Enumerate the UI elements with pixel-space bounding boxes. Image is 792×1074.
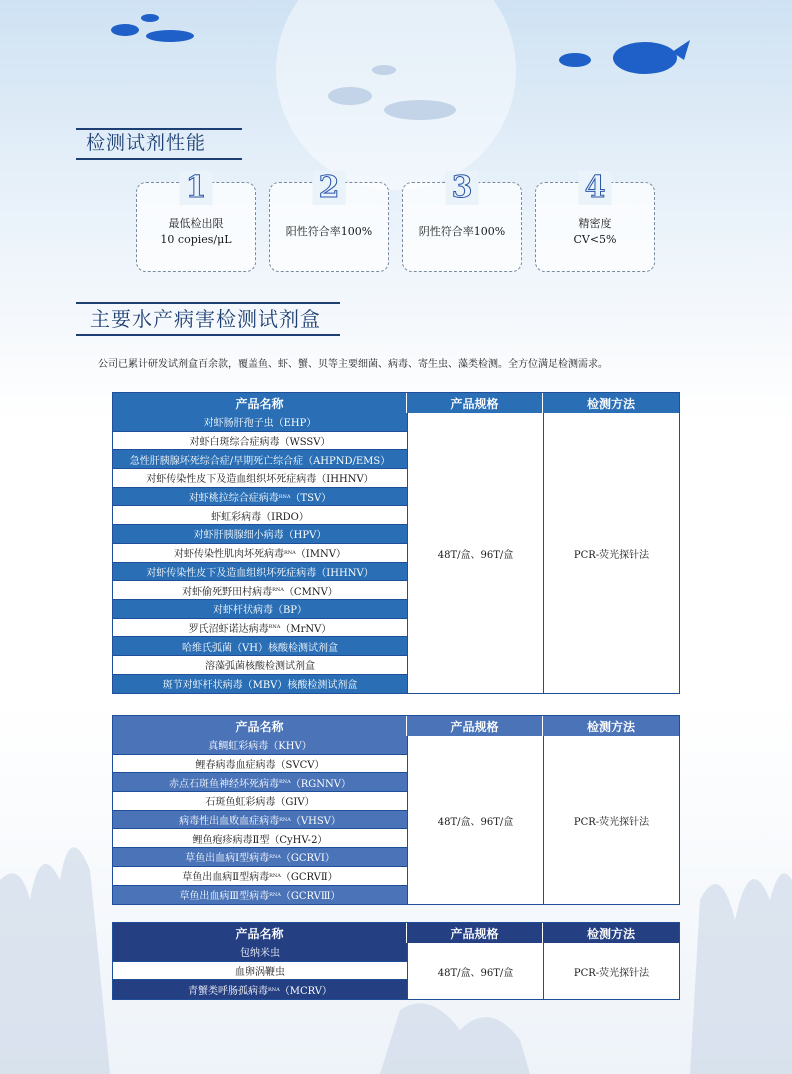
row-name: 哈维氏弧菌（VH）核酸检测试剂盒 (182, 642, 338, 654)
row-superscript: RNA (269, 872, 281, 879)
performance-card-3 (402, 170, 522, 272)
card-number: 1 (180, 171, 213, 205)
section-title-kits: 主要水产病害检测试剂盒 (76, 302, 340, 334)
table-row (113, 544, 407, 563)
row-abbr: （GCRVⅢ） (280, 891, 341, 903)
table-header (113, 716, 679, 736)
card-line2: 10 copies/μL (160, 233, 232, 246)
row-superscript: RNA (269, 853, 281, 860)
row-name: 鲤春病毒血症病毒（SVCV） (195, 760, 325, 772)
row-superscript: RNA (269, 891, 281, 898)
header-method: 检测方法 (586, 719, 635, 734)
row-superscript: RNA (279, 816, 291, 823)
row-superscript: RNA (267, 986, 280, 993)
row-abbr: （TSV） (290, 493, 332, 505)
row-name: 石斑鱼虹彩病毒（GIV） (205, 797, 315, 809)
intro-text: 公司已累计研发试剂盒百余款，覆盖鱼、虾、蟹、贝等主要细菌、病毒、寄生虫、藻类检测。全方位满足检测需求。 (98, 359, 608, 370)
table-header (113, 393, 679, 413)
row-name: 赤点石斑鱼神经坏死病毒 (168, 778, 279, 790)
row-superscript: RNA (278, 493, 291, 500)
table-row (113, 675, 407, 694)
table-row (113, 450, 407, 469)
row-name: 包纳米虫 (240, 948, 280, 960)
table-row (113, 736, 407, 755)
table-row (113, 619, 407, 638)
header-spec: 产品规格 (407, 923, 543, 943)
performance-card-1 (136, 170, 256, 272)
name-column (113, 943, 407, 999)
row-name: 对虾肠肝孢子虫（EHP） (203, 418, 317, 430)
row-name: 溶藻弧菌核酸检测试剂盒 (205, 661, 315, 673)
row-abbr: （VHSV） (290, 816, 341, 828)
spec-cell: 48T/盒、96T/盒 (407, 943, 543, 999)
card-line1: 阳性符合率100% (285, 225, 373, 238)
row-name: 真鲷虹彩病毒（KHV） (208, 741, 312, 753)
method-cell: PCR-荧光探针法 (543, 736, 679, 904)
table-row (113, 980, 407, 999)
card-number: 4 (579, 171, 612, 205)
header-spec: 产品规格 (407, 393, 543, 413)
row-name: 斑节对虾杆状病毒（MBV）核酸检测试剂盒 (162, 680, 358, 692)
card-number: 2 (313, 171, 346, 205)
row-abbr: （MrNV） (280, 623, 332, 635)
row-abbr: （CMNV） (283, 586, 338, 598)
table-row (113, 943, 407, 962)
table-row (113, 432, 407, 451)
card-line2: CV<5% (573, 233, 617, 246)
row-abbr: （MCRV） (279, 986, 333, 998)
row-name: 对虾杆状病毒（BP） (212, 605, 308, 617)
spec-cell: 48T/盒、96T/盒 (407, 413, 543, 693)
row-name: 病毒性出血败血症病毒 (179, 816, 280, 828)
table-row (113, 886, 407, 905)
table-row (113, 829, 407, 848)
card-line1: 最低检出限 (168, 217, 224, 230)
table-row (113, 600, 407, 619)
row-name: 草鱼出血病Ⅲ型病毒 (179, 891, 270, 903)
row-name: 对虾传染性皮下及造血组织坏死症病毒（IHHNV） (146, 474, 374, 486)
row-name: 对虾桃拉综合症病毒 (188, 493, 279, 505)
performance-card-2 (269, 170, 389, 272)
row-name: 罗氏沼虾诺达病毒 (188, 623, 269, 635)
table-row (113, 962, 407, 981)
table-row (113, 792, 407, 811)
sun-glow (276, 0, 516, 190)
row-superscript: RNA (272, 587, 284, 594)
method-cell: PCR-荧光探针法 (543, 413, 679, 693)
header-name: 产品名称 (113, 716, 407, 736)
table-row (113, 656, 407, 675)
method-cell: PCR-荧光探针法 (543, 943, 679, 999)
row-name: 草鱼出血病Ⅰ型病毒 (185, 853, 270, 865)
table-row (113, 811, 407, 830)
table-row (113, 755, 407, 774)
table-row (113, 581, 407, 600)
kit-table-crab-shellfish (112, 922, 680, 1000)
row-superscript: RNA (268, 624, 281, 631)
header-name: 产品名称 (113, 923, 407, 943)
table-row (113, 413, 407, 432)
card-line1: 精密度 (578, 217, 612, 230)
table-header (113, 923, 679, 943)
name-column (113, 736, 407, 904)
table-row (113, 637, 407, 656)
header-name: 产品名称 (113, 393, 407, 413)
card-number: 3 (446, 171, 479, 205)
table-row (113, 506, 407, 525)
name-column (113, 413, 407, 693)
performance-card-4 (535, 170, 655, 272)
header-method: 检测方法 (586, 926, 635, 941)
row-name: 鲤鱼疱疹病毒Ⅱ型（CyHV-2） (192, 834, 328, 846)
card-line1: 阴性符合率100% (418, 225, 506, 238)
table-row (113, 563, 407, 582)
row-superscript: RNA (278, 779, 291, 786)
table-row (113, 848, 407, 867)
row-name: 对虾偷死野田村病毒 (182, 586, 273, 598)
row-abbr: （IMNV） (295, 549, 346, 561)
row-abbr: （GCRVⅡ） (280, 872, 338, 884)
table-row (113, 773, 407, 792)
row-name: 虾虹彩病毒（IRDO） (211, 511, 309, 523)
row-name: 对虾传染性肌肉坏死病毒 (174, 549, 285, 561)
kit-table-shrimp (112, 392, 680, 694)
section-title-performance: 检测试剂性能 (76, 128, 242, 158)
spec-cell: 48T/盒、96T/盒 (407, 736, 543, 904)
row-name: 急性肝胰腺坏死综合症/早期死亡综合症（AHPND/EMS） (129, 455, 391, 467)
row-name: 对虾肝胰腺细小病毒（HPV） (193, 530, 327, 542)
table-row (113, 867, 407, 886)
row-name: 对虾白斑综合症病毒（WSSV） (189, 437, 331, 449)
row-abbr: （GCRVⅠ） (280, 853, 335, 865)
kit-table-fish (112, 715, 680, 905)
table-row (113, 525, 407, 544)
row-abbr: （RGNNV） (290, 778, 351, 790)
table-row (113, 488, 407, 507)
row-name: 对虾传染性皮下及造血组织坏死症病毒（IHHNV） (146, 567, 374, 579)
row-name: 草鱼出血病Ⅱ型病毒 (182, 872, 270, 884)
row-superscript: RNA (284, 549, 296, 556)
table-row (113, 469, 407, 488)
row-name: 青蟹类呼肠孤病毒 (187, 986, 268, 998)
header-spec: 产品规格 (407, 716, 543, 736)
row-name: 血卵涡鞭虫 (235, 967, 285, 979)
header-method: 检测方法 (586, 396, 635, 411)
